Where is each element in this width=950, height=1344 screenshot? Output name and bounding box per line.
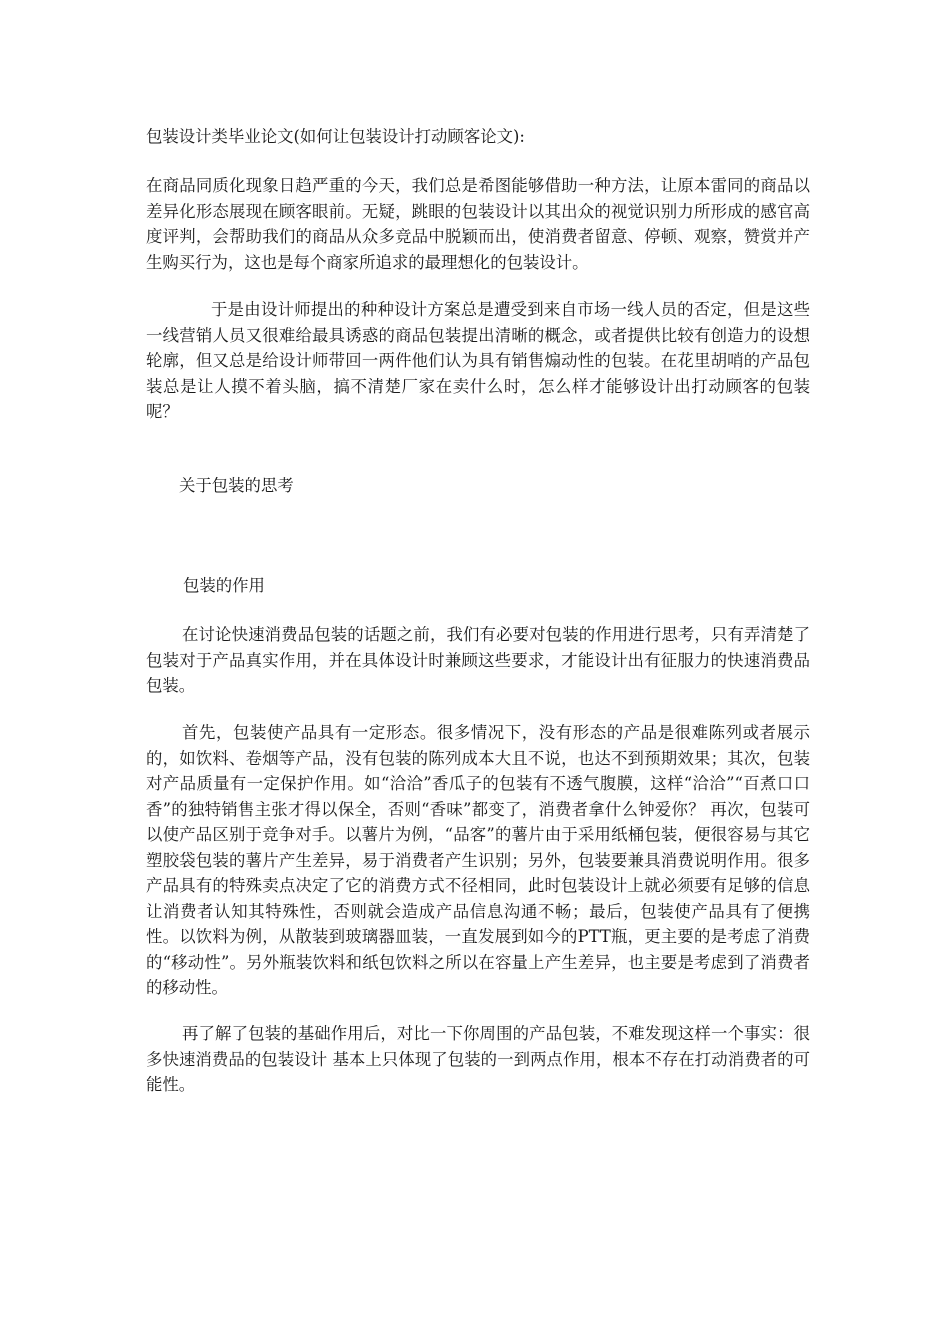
subsection-heading: 包装的作用	[183, 576, 265, 595]
intro-paragraph: 在商品同质化现象日趋严重的今天，我们总是希图能够借助一种方法，让原本雷同的商品以差异化形态展现在顾客眼前。无疑，跳眼的包装设计以其出众的视觉识别力所形成的感官高度评判，会帮助我们的商品从众多竞品中脱颖而出，使消费者留意、停顿、观察，赞赏并产生购买行为，这也是每个商家所追求的最理想化的包装设计。	[146, 176, 810, 272]
section-heading: 关于包装的思考	[179, 476, 294, 495]
body-paragraph: 再了解了包装的基础作用后，对比一下你周围的产品包装，不难发现这样一个事实：很多快速消费品的包装设计 基本上只体现了包装的一到两点作用，根本不存在打动消费者的可能性。	[146, 1024, 810, 1094]
body-paragraph: 在讨论快速消费品包装的话题之前，我们有必要对包装的作用进行思考，只有弄清楚了包装对于产品真实作用，并在具体设计时兼顾这些要求，才能设计出有征服力的快速消费品包装。	[146, 625, 810, 695]
second-paragraph: 于是由设计师提出的种种设计方案总是遭受到来自市场一线人员的否定，但是这些一线营销人员又很难给最具诱惑的商品包装提出清晰的概念，或者提供比较有创造力的设想轮廓，但又总是给设计师带回一两件他们认为具有销售煽动性的包装。在花里胡哨的产品包装总是让人摸不着头脑，搞不清楚厂家在卖什么时，怎么样才能够设计出打动顾客的包装呢？	[146, 300, 810, 421]
document-title: 包装设计类毕业论文(如何让包装设计打动顾客论文):	[146, 127, 525, 146]
body-paragraph: 首先，包装使产品具有一定形态。很多情况下，没有形态的产品是很难陈列或者展示的，如饮料、卷烟等产品，没有包装的陈列成本大且不说，也达不到预期效果；其次，包装对产品质量有一定保护作用。如“洽洽”香瓜子的包装有不透气腹膜，这样“洽洽”“百煮口口香”的独特销售主张才得以保全，否则“香味”都变了，消费者拿什么钟爱你？ 再次，包装可以使产品区别于竞争对手。以薯片为例，“品客”的薯片由于采用纸桶包装，便很容易与其它塑胶袋包装的薯片产生差异，易于消费者产生识别；另外，包装要兼具消费说明作用。很多产品具有的特殊卖点决定了它的消费方式不径相同，此时包装设计上就必须要有足够的信息让消费者认知其特殊性，否则就会造成产品信息沟通不畅；最后，包装使产品具有了便携性。以饮料为例，从散装到玻璃器皿装，一直发展到如今的PTT瓶，更主要的是考虑了消费的“移动性”。另外瓶装饮料和纸包饮料之所以在容量上产生差异，也主要是考虑到了消费者的移动性。	[146, 723, 810, 997]
